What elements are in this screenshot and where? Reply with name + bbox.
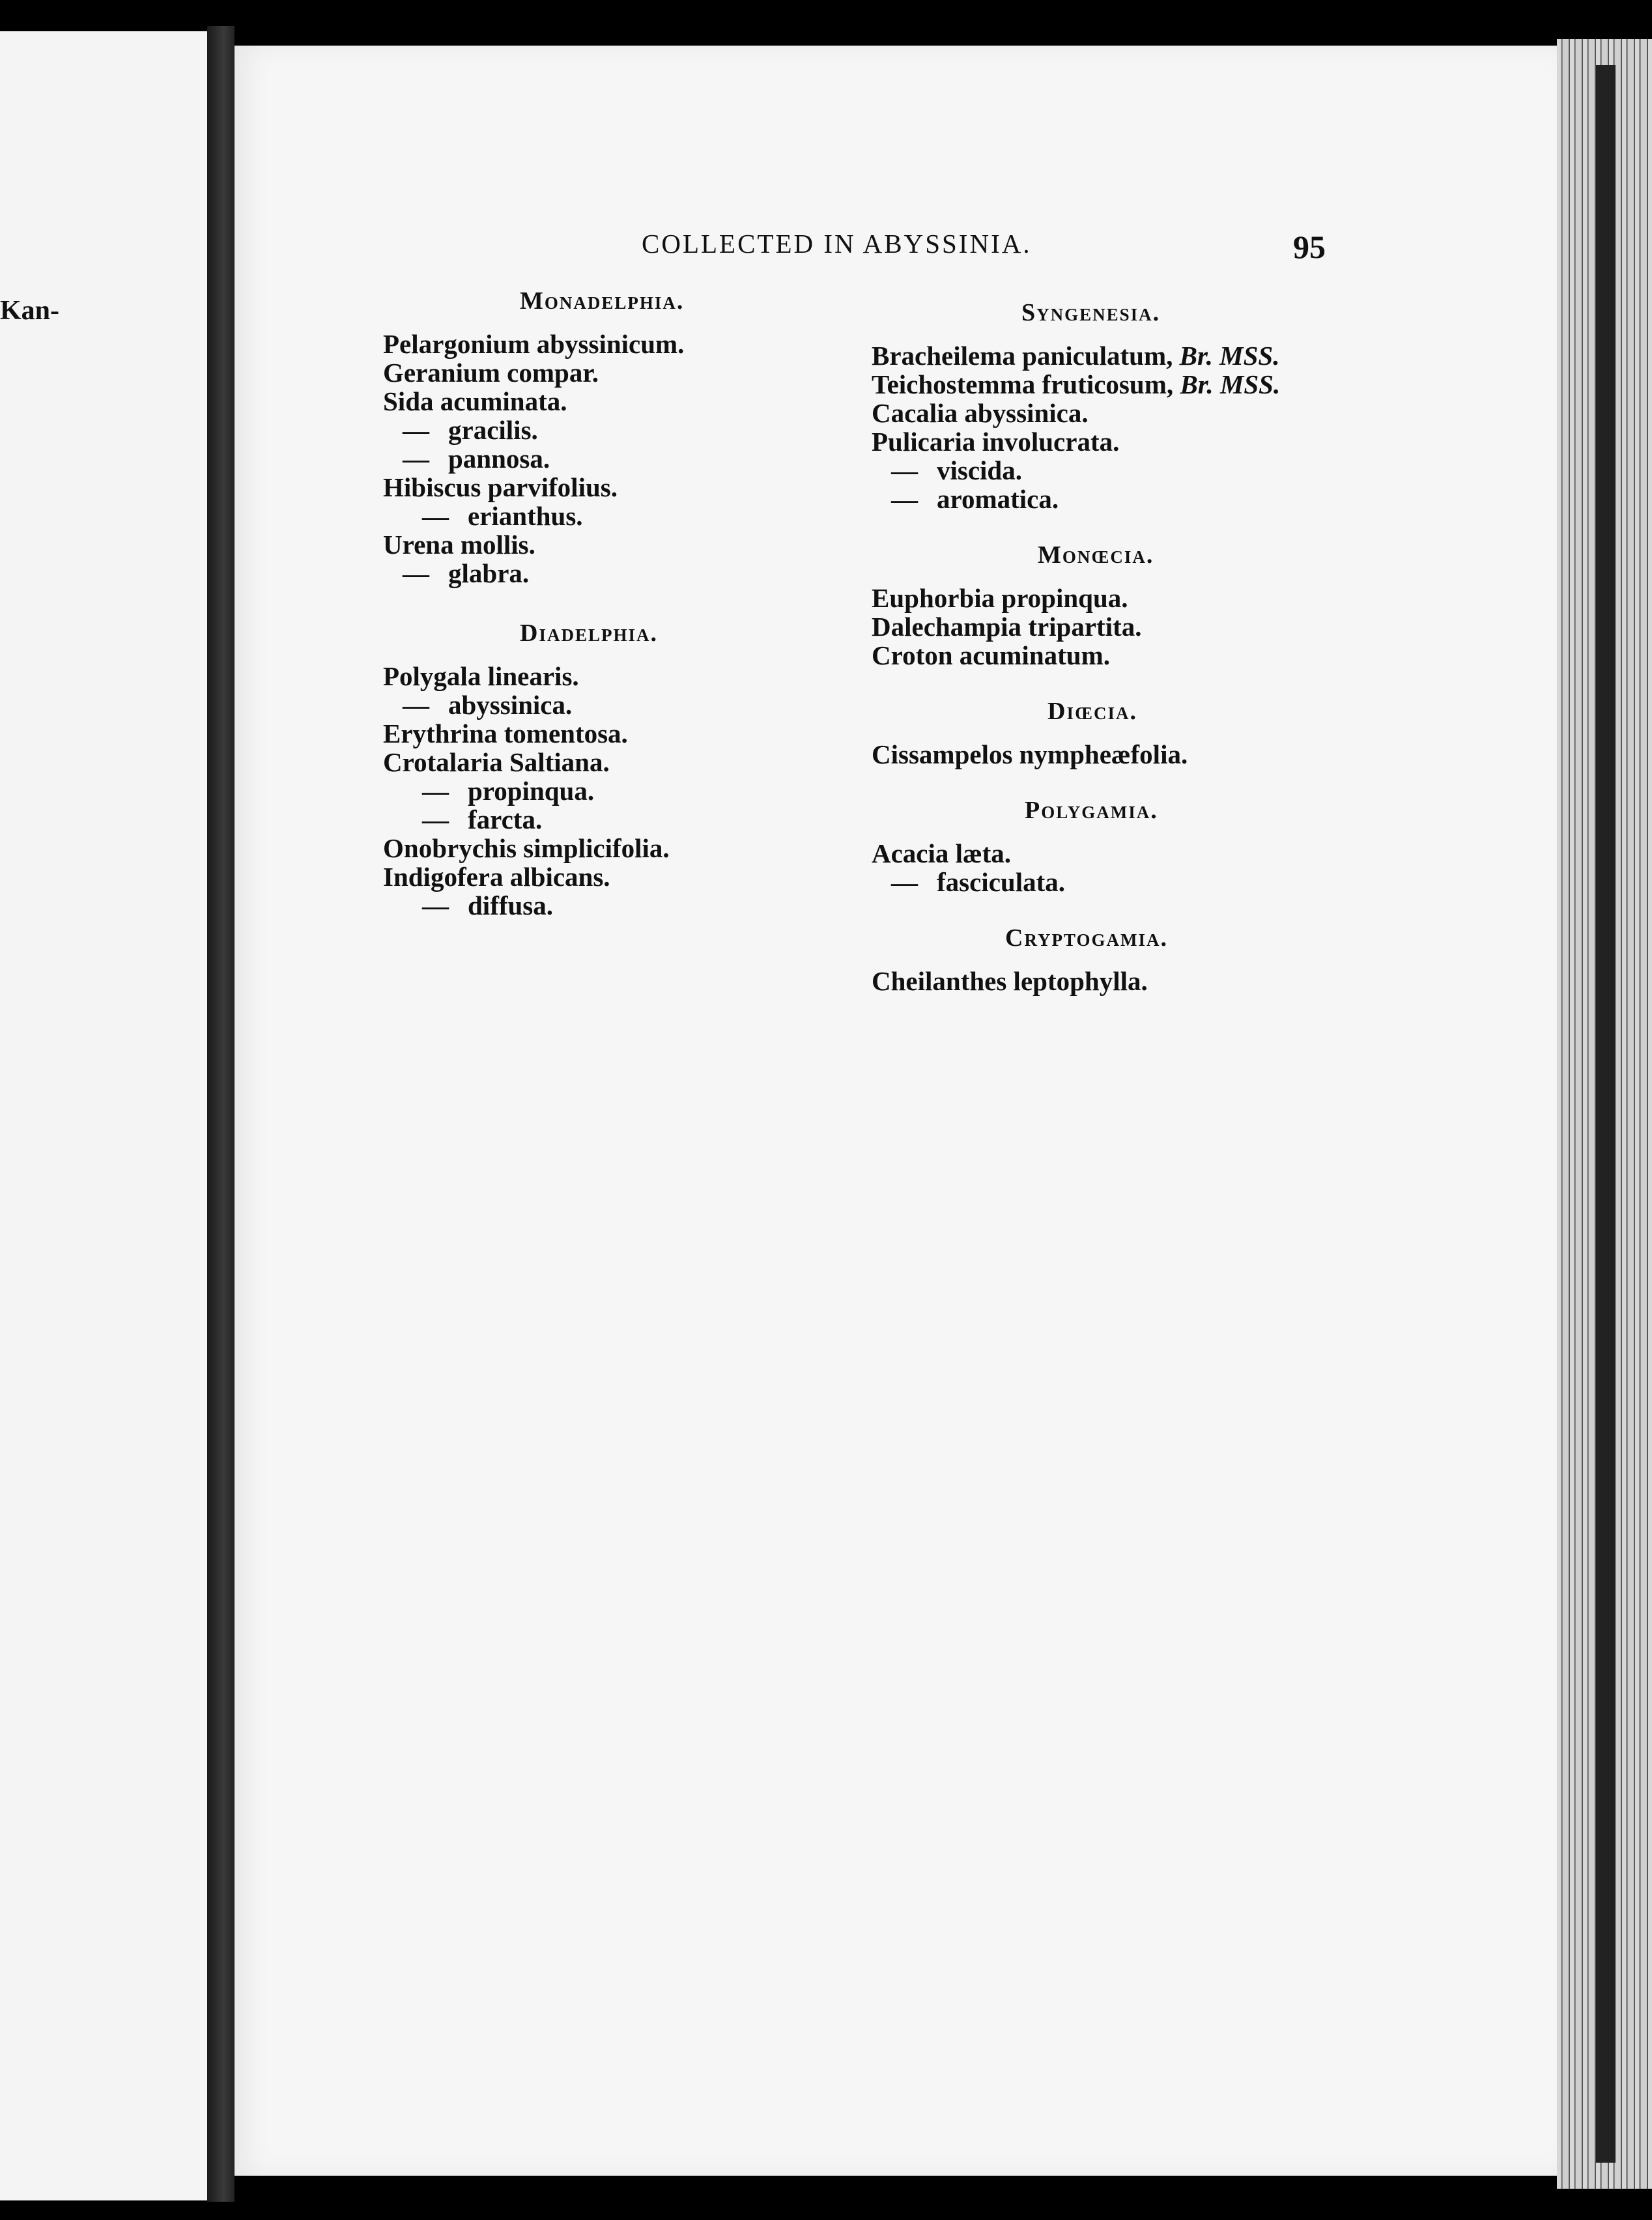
species-entry: Erythrina tomentosa. (383, 719, 628, 748)
species-entry: Teichostemma fruticosum, Br. MSS. (872, 369, 1281, 399)
running-title: COLLECTED IN ABYSSINIA. (642, 229, 1032, 259)
section-heading: Diadelphia. (520, 619, 658, 647)
species-entry: Cissampelos nymphеæfolia. (872, 739, 1188, 769)
species-entry: — gracilis. (403, 415, 538, 445)
book-cover-edge (1596, 65, 1616, 2163)
species-entry: Onobrychis simplicifolia. (383, 833, 670, 863)
page-number: 95 (1293, 229, 1326, 265)
section-heading: Polygamia. (1025, 797, 1158, 824)
species-entry: — fasciculata. (891, 867, 1065, 897)
species-entry: Euphorbia propinqua. (872, 583, 1128, 613)
section-monadelphia (383, 287, 839, 588)
species-entry: Pelargonium abyssinicum. (383, 329, 685, 359)
section-heading: Monadelphia. (520, 287, 685, 315)
section-cryptogamia (872, 924, 1523, 995)
species-entry: — glabra. (403, 558, 530, 588)
section-heading: Syngenesia. (1021, 299, 1161, 326)
species-entry: — abyssinica. (403, 690, 573, 720)
species-entry: Geranium compar. (383, 358, 599, 388)
section-heading: Diœcia. (1047, 698, 1137, 725)
species-entry: — diffusa. (422, 890, 554, 920)
facing-page-text-fragment: Kan- (0, 296, 60, 326)
species-entry: Pulicaria involucrata. (872, 427, 1120, 457)
book-gutter (207, 26, 235, 2202)
species-entry: — erianthus. (422, 501, 583, 531)
species-entry: Bracheilema paniculatum, Br. MSS. (872, 341, 1280, 371)
section-monoecia (872, 541, 1523, 670)
species-entry: — farcta. (422, 804, 543, 834)
right-column (872, 298, 1523, 1023)
species-entry: — pannosa. (403, 444, 550, 474)
species-entry: Croton acuminatum. (872, 640, 1110, 670)
species-entry: Crotalaria Saltiana. (383, 747, 610, 777)
section-polygamia (872, 796, 1523, 896)
authority-note: Br. MSS. (1179, 341, 1280, 371)
left-column (383, 287, 839, 951)
section-heading: Cryptogamia. (1005, 924, 1168, 952)
authority-note: Br. MSS. (1180, 369, 1281, 399)
species-entry: Polygala linearis. (383, 661, 579, 691)
species-entry: Cacalia abyssinica. (872, 398, 1089, 428)
species-entry: Hibiscus parvifolius. (383, 472, 618, 502)
section-syngenesia (872, 298, 1523, 513)
species-entry: Urena mollis. (383, 530, 535, 560)
species-entry: Sida acuminata. (383, 386, 567, 416)
species-entry: — propinqua. (422, 776, 595, 806)
section-dioecia (872, 697, 1523, 769)
species-entry: Acacia læta. (872, 838, 1012, 868)
section-diadelphia (383, 619, 839, 920)
species-entry: — aromatica. (891, 484, 1059, 514)
facing-page (0, 31, 207, 2200)
section-heading: Monœcia. (1038, 541, 1154, 569)
species-entry: Indigofera albicans. (383, 862, 610, 892)
species-entry: Dalechampia tripartita. (872, 612, 1142, 642)
species-entry: Cheilanthes leptophylla. (872, 966, 1148, 996)
species-entry: — viscida. (891, 455, 1022, 485)
